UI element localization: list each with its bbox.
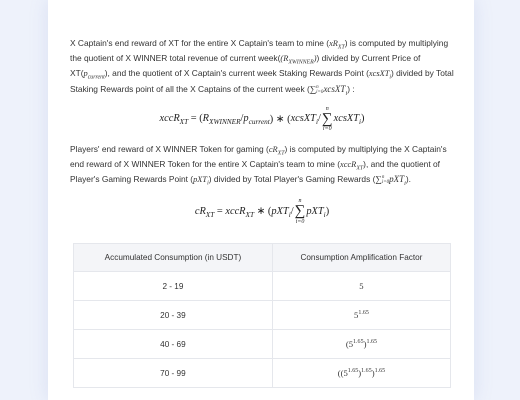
text-span: ) : (347, 83, 355, 94)
paragraph-captain-reward (70, 36, 454, 96)
factor-cell: $((5^{1.65})^{1.65})^{1.65}$ (272, 359, 450, 388)
factor-exponent: 1.65 (353, 339, 364, 346)
document-card (48, 0, 474, 400)
math-crxt: $cR_{XT}$ (268, 144, 285, 157)
factor-cell (272, 272, 450, 301)
formula-xccrxt: xccR$_{XT}$ = ( $R_{XWINNER}$ / $p_{current}$ ) ∗ ( xcsXT$_i$ / n ∑ i=0 xcsXT$_i$ ) (159, 105, 365, 132)
table-header-row (74, 244, 451, 272)
paragraph-player-reward (70, 142, 454, 188)
math-pxt: pXT$_i$ (193, 175, 209, 187)
factor-cell (272, 301, 450, 330)
math-xrxt: $xR_{XT}$ (329, 39, 345, 51)
factor-exponent: 1.65 (358, 310, 369, 317)
text-span: ) divided by Total Player's Gaming Rewards ( (208, 174, 376, 185)
header-amplification-factor: Consumption Amplification Factor (272, 244, 450, 272)
text-span: Players' end reward of X WINNER Token for gaming ( (70, 143, 269, 154)
text-span: ) divided by Total Staking Rewards point of all the X Captains of the current week ( (70, 68, 454, 94)
text-span: ). (405, 174, 411, 185)
factor-outer-exponent: 1.65 (374, 368, 386, 375)
factor-value: 5 (359, 281, 364, 292)
formula-crxt: $cR_{XT}$ = xccR$_{XT}$ ∗ ( pXT$_i$ / n ∑ i=0 pXT$_i$ ) (194, 198, 330, 225)
summation-symbol: n ∑ i=0 (321, 105, 333, 132)
text-span: ), and the quotient of Player's Gaming Rewards Point ( (70, 159, 440, 185)
text-span: ) is computed by multiplying the quotient of X WINNER total revenue of current week( (70, 38, 449, 64)
factor-base: 5 (348, 339, 354, 350)
text-span: ) is computed by multiplying the X Captain's end reward of X WINNER Token for the entire X Captain's team to mine ( (70, 143, 447, 170)
table-row (74, 272, 451, 301)
factor-outer-exponent: 1.65 (366, 339, 377, 346)
math-sum-pxt: ∑ n i=0 pXT$_i$ (375, 174, 406, 188)
math-sum-xcsxt: ∑ n i=0 xcsXT$_i$ (309, 83, 348, 97)
summation-symbol: n ∑ i=0 (294, 198, 306, 225)
factor-base: 5 (343, 368, 348, 379)
math-xccrxt: xccR$_{XT}$ (340, 160, 364, 172)
text-span: ), and the quotient of X Captain's current week Staking Rewards Point ( (104, 68, 369, 79)
header-accumulated-consumption: Accumulated Consumption (in USDT) (74, 244, 273, 272)
factor-exponent: 1.65 (347, 368, 359, 375)
text-span: ) divided by Current Price of XT( (70, 53, 421, 79)
range-cell: 40 - 69 (74, 330, 273, 359)
math-pcurrent: $p_{current}$ (83, 69, 105, 82)
range-cell: 2 - 19 (74, 272, 273, 301)
document-content (70, 36, 454, 388)
factor-mid-exponent: 1.65 (361, 368, 372, 375)
table-row (74, 301, 451, 330)
math-xcsxt: xcsXT$_i$ (368, 69, 391, 82)
table-row (74, 359, 451, 388)
table-row (74, 330, 451, 359)
factor-base: 5 (354, 310, 359, 321)
range-cell: 70 - 99 (74, 359, 273, 388)
amplification-table (73, 243, 451, 388)
range-cell: 20 - 39 (74, 301, 273, 330)
factor-cell: $(5^{1.65})^{1.65}$ (272, 330, 450, 359)
math-rxwinner: $(R_{XWINNER})$ (280, 54, 317, 66)
text-span: X Captain's end reward of XT for the entire X Captain's team to mine ( (70, 38, 330, 48)
